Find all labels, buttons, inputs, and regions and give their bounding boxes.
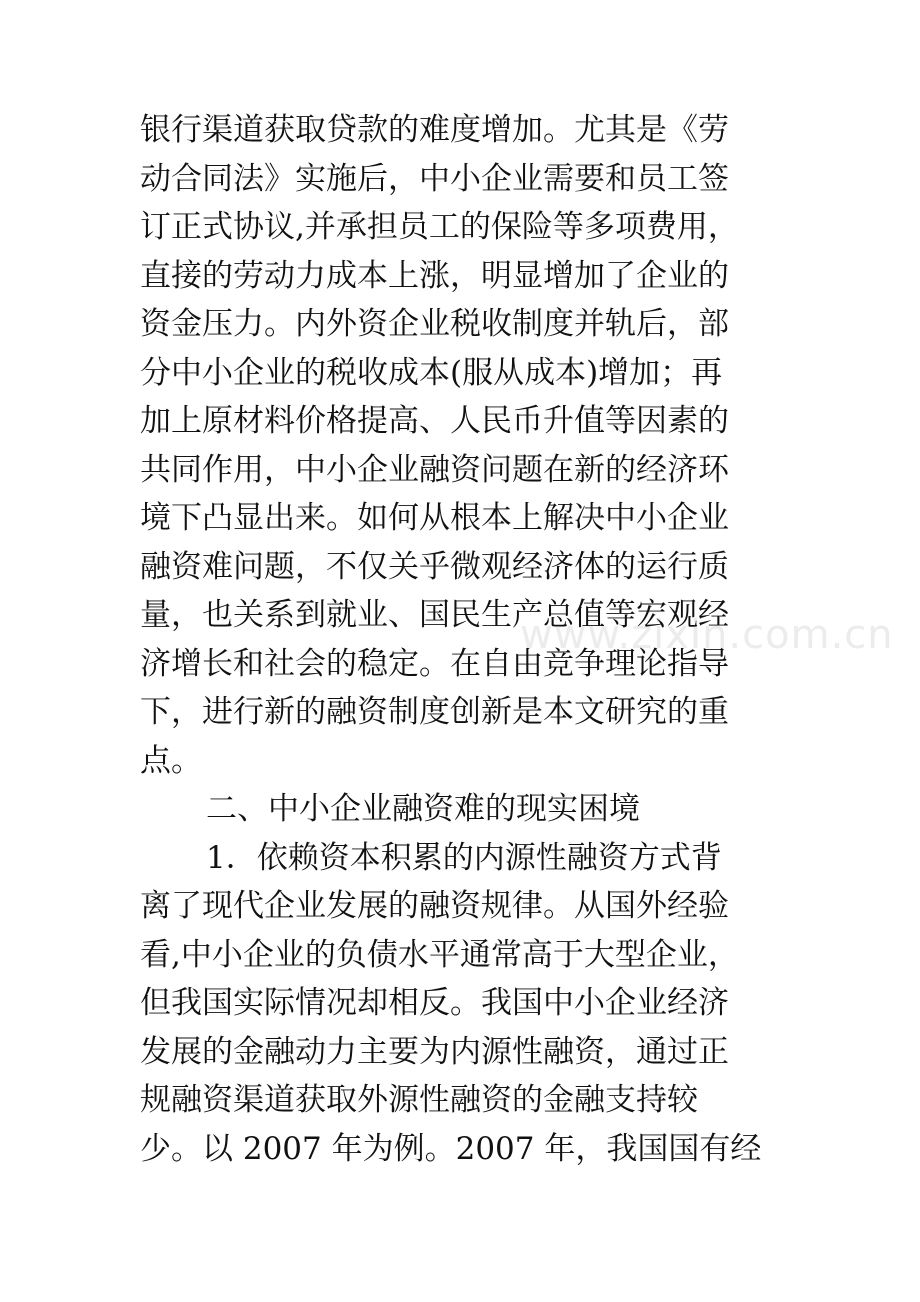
text-line: 但我国实际情况却相反。我国中小企业经济 [140, 985, 729, 1021]
text-line: 共同作用，中小企业融资问题在新的经济环 [140, 451, 729, 488]
watermark: www.zixin.com.cn [520, 612, 894, 658]
text-line: 融资难问题，不仅关乎微观经济体的运行质 [140, 548, 729, 585]
text-line: 资金压力。内外资企业税收制度并轨后，部 [140, 306, 729, 342]
text-line: 加上原材料价格提高、人民币升值等因素的 [140, 403, 729, 439]
text-line: 直接的劳动力成本上涨，明显增加了企业的 [140, 257, 729, 294]
text-line: 规融资渠道获取外源性融资的金融支持较 [140, 1082, 698, 1118]
text-line: 境下凸显出来。如何从根本上解决中小企业 [140, 500, 729, 536]
text-line: 济增长和社会的稳定。在自由竞争理论指导 [140, 645, 729, 682]
text-line: 发展的金融动力主要为内源性融资，通过正 [140, 1033, 729, 1070]
text-line: 离了现代企业发展的融资规律。从国外经验 [140, 888, 729, 924]
text-line: 动合同法》实施后，中小企业需要和员工签 [140, 160, 729, 197]
text-line: 订正式协议,并承担员工的保险等多项费用， [140, 209, 739, 245]
text-line: 分中小企业的税收成本(服从成本)增加；再 [140, 354, 723, 391]
text-line: 银行渠道获取贷款的难度增加。尤其是《劳 [140, 112, 729, 148]
text-line: 1．依赖资本积累的内源性融资方式背 [206, 839, 722, 876]
text-line: 量，也关系到就业、国民生产总值等宏观经 [140, 597, 729, 633]
text-line: 下，进行新的融资制度创新是本文研究的重 [140, 694, 729, 730]
section-heading: 二、中小企业融资难的现实困境 [206, 791, 640, 827]
text-line: 看,中小企业的负债水平通常高于大型企业， [140, 936, 739, 973]
text-line: 少。以 2007 年为例。2007 年，我国国有经 [140, 1130, 762, 1167]
text-line: 点。 [140, 742, 202, 779]
